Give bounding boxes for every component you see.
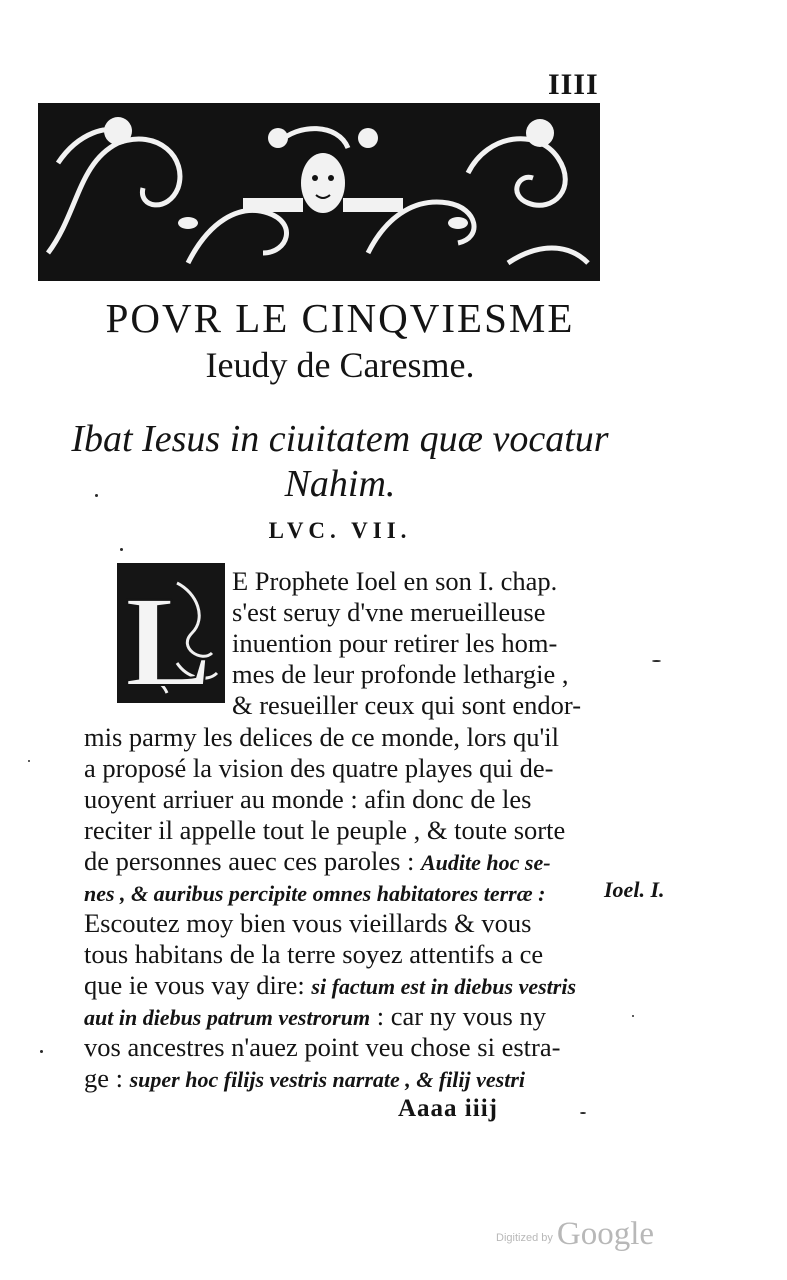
scripture-reference: LVC. VII. bbox=[268, 518, 412, 543]
scan-speck bbox=[28, 760, 30, 762]
scan-speck bbox=[95, 494, 98, 497]
scan-speck bbox=[120, 548, 123, 551]
body-line-latin: nes , & auribus percipite omnes habitatores terræ : bbox=[84, 881, 546, 906]
sermon-title: POVR LE CINQVIESME bbox=[105, 295, 575, 341]
body-line: inuention pour retirer les hom- bbox=[232, 628, 558, 658]
decorative-woodcut-banner bbox=[38, 103, 600, 281]
scan-speck bbox=[652, 660, 661, 662]
page-folio: IIII bbox=[548, 68, 599, 101]
scan-speck bbox=[40, 1050, 43, 1053]
digitizer-prefix: Digitized by bbox=[496, 1232, 553, 1244]
sermon-subtitle: Ieudy de Caresme. bbox=[205, 345, 475, 385]
body-line: s'est seruy d'vne merueilleuse bbox=[232, 597, 546, 627]
body-line-text: que ie vous vay dire: bbox=[84, 970, 305, 1000]
body-line bbox=[84, 846, 551, 878]
body-line: mis parmy les delices de ce monde, lors qu'il bbox=[84, 722, 560, 752]
body-line bbox=[84, 970, 576, 1002]
body-line-text: : car ny vous ny bbox=[376, 1001, 546, 1031]
body-line: reciter il appelle tout le peuple , & toute sorte bbox=[84, 815, 566, 845]
body-line bbox=[84, 1063, 525, 1095]
scan-speck bbox=[580, 1112, 586, 1114]
body-line: uoyent arriuer au monde : afin donc de les bbox=[84, 784, 532, 814]
body-line: mes de leur profonde lethargie , bbox=[232, 659, 569, 689]
digitizer-credit bbox=[496, 1216, 654, 1253]
margin-citation: Ioel. I. bbox=[604, 877, 665, 902]
body-line bbox=[84, 1001, 546, 1033]
body-line: & resueiller ceux qui sont endor- bbox=[232, 690, 582, 720]
signature-mark: Aaaa iiij bbox=[398, 1095, 498, 1122]
body-line: vos ancestres n'auez point veu chose si estra- bbox=[84, 1032, 561, 1062]
body-line: a proposé la vision des quatre playes qui de- bbox=[84, 753, 554, 783]
body-line-latin: super hoc filijs vestris narrate , & filij vestri bbox=[129, 1067, 526, 1092]
digitizer-brand: Google bbox=[556, 1216, 655, 1252]
body-line-latin: si factum est in diebus vestris bbox=[311, 974, 577, 999]
body-line: Escoutez moy bien vous vieillards & vous bbox=[84, 908, 532, 938]
body-line bbox=[84, 877, 545, 909]
body-line: tous habitans de la terre soyez attentifs a ce bbox=[84, 939, 544, 969]
latin-scripture-line-2: Nahim. bbox=[284, 463, 396, 505]
body-line-text: de personnes auec ces paroles : bbox=[84, 846, 415, 876]
body-line-latin: Audite hoc se- bbox=[421, 850, 551, 875]
latin-scripture-line-1: Ibat Iesus in ciuitatem quæ vocatur bbox=[71, 418, 609, 460]
body-line-latin: aut in diebus patrum vestrorum bbox=[84, 1005, 371, 1030]
body-line: E Prophete Ioel en son I. chap. bbox=[232, 566, 558, 596]
body-line-text: ge : bbox=[84, 1063, 123, 1093]
decorated-initial bbox=[117, 563, 225, 703]
scan-speck bbox=[632, 1015, 634, 1017]
decorated-initial-letter: L bbox=[125, 570, 212, 703]
